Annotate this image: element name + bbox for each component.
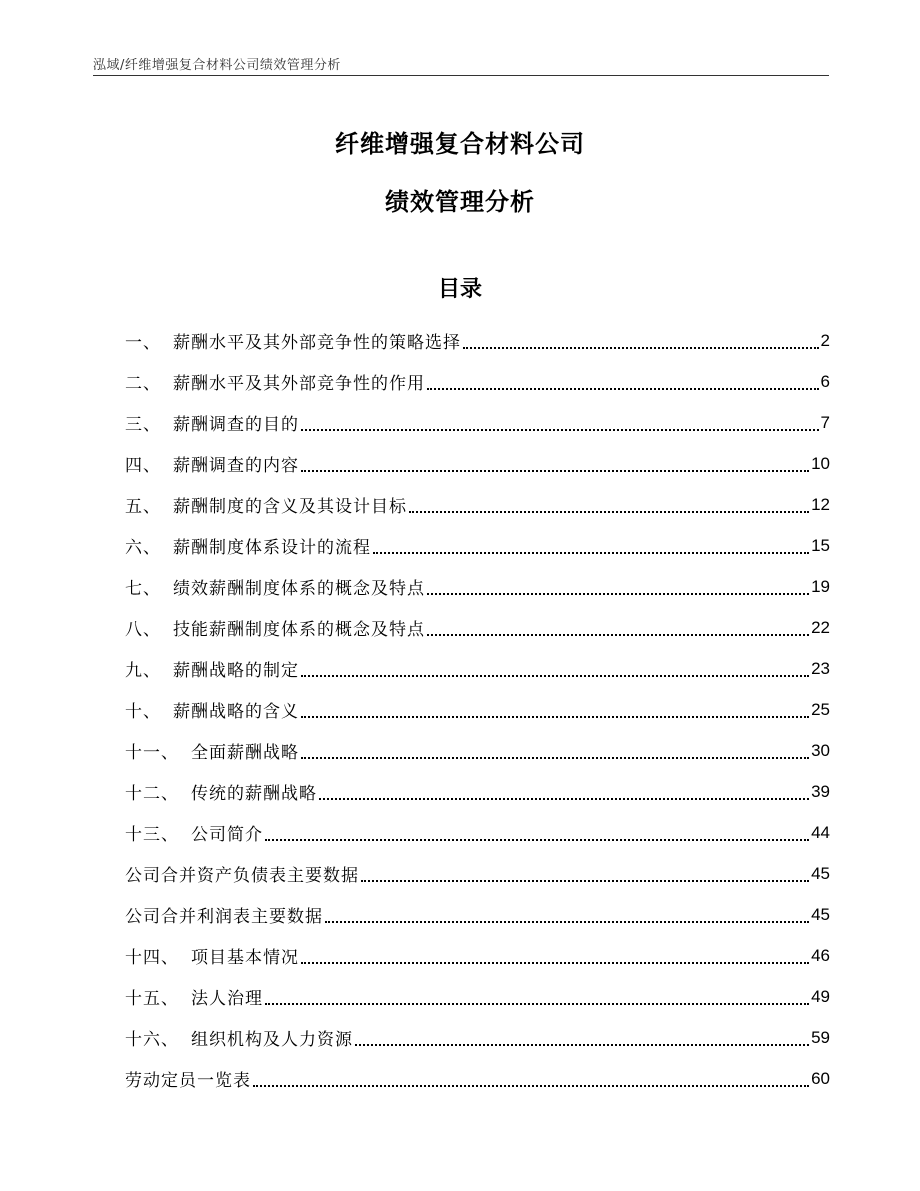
toc-leader-dots [301, 756, 809, 759]
toc-leader-dots [355, 1043, 809, 1046]
toc-leader-dots [319, 797, 809, 800]
toc-entry[interactable] [125, 812, 830, 853]
toc-entry-title: 法人治理 [191, 989, 263, 1009]
toc-entry-number: 四、 [125, 456, 161, 476]
toc-entry[interactable] [125, 402, 830, 443]
toc-entry-page: 10 [811, 453, 830, 473]
toc-entry[interactable] [125, 771, 830, 812]
toc-entry[interactable] [125, 935, 830, 976]
toc-entry[interactable] [125, 566, 830, 607]
toc-leader-dots [427, 633, 809, 636]
toc-entry-number: 八、 [125, 620, 161, 640]
toc-entry-number: 二、 [125, 374, 161, 394]
document-title-line-1: 纤维增强复合材料公司 [335, 130, 585, 158]
toc-entry-title: 全面薪酬战略 [191, 743, 299, 763]
toc-entry-page: 59 [811, 1027, 830, 1047]
toc-entry-number: 五、 [125, 497, 161, 517]
toc-entry-page: 19 [811, 576, 830, 596]
table-of-contents [125, 320, 830, 1099]
toc-entry-page: 23 [811, 658, 830, 678]
toc-entry-title: 组织机构及人力资源 [191, 1030, 353, 1050]
toc-entry[interactable] [125, 1058, 830, 1099]
toc-entry[interactable] [125, 689, 830, 730]
toc-entry-number: 七、 [125, 579, 161, 599]
toc-entry-number: 十六、 [125, 1030, 179, 1050]
toc-entry-title: 薪酬战略的制定 [173, 661, 299, 681]
toc-entry-number: 三、 [125, 415, 161, 435]
toc-entry-title: 薪酬战略的含义 [173, 702, 299, 722]
toc-entry-number: 十一、 [125, 743, 179, 763]
toc-entry-title: 技能薪酬制度体系的概念及特点 [173, 620, 425, 640]
toc-entry-title: 薪酬制度的含义及其设计目标 [173, 497, 407, 517]
toc-leader-dots [301, 961, 809, 964]
toc-entry[interactable] [125, 320, 830, 361]
toc-entry-page: 44 [811, 822, 830, 842]
running-header: 泓域/纤维增强复合材料公司绩效管理分析 [93, 58, 341, 73]
toc-entry-number: 十四、 [125, 948, 179, 968]
toc-entry[interactable] [125, 525, 830, 566]
toc-entry-page: 60 [811, 1068, 830, 1088]
toc-heading: 目录 [437, 277, 482, 302]
toc-entry-page: 49 [811, 986, 830, 1006]
toc-entry-page: 45 [811, 863, 830, 883]
toc-entry-title: 薪酬制度体系设计的流程 [173, 538, 371, 558]
toc-leader-dots [301, 428, 819, 431]
toc-entry-page: 22 [811, 617, 830, 637]
toc-entry-page: 15 [811, 535, 830, 555]
toc-entry[interactable] [125, 976, 830, 1017]
toc-entry-title: 薪酬水平及其外部竞争性的作用 [173, 374, 425, 394]
toc-entry-title: 薪酬调查的内容 [173, 456, 299, 476]
toc-entry-page: 39 [811, 781, 830, 801]
toc-leader-dots [301, 715, 809, 718]
toc-entry-number: 一、 [125, 333, 161, 353]
toc-entry-page: 7 [820, 412, 830, 432]
toc-leader-dots [265, 1002, 809, 1005]
toc-entry[interactable] [125, 443, 830, 484]
toc-entry-title: 项目基本情况 [191, 948, 299, 968]
toc-leader-dots [361, 879, 809, 882]
toc-entry-number: 十、 [125, 702, 161, 722]
toc-leader-dots [325, 920, 809, 923]
toc-entry-title: 公司合并利润表主要数据 [125, 907, 323, 927]
toc-entry[interactable] [125, 730, 830, 771]
toc-entry[interactable] [125, 853, 830, 894]
toc-leader-dots [463, 346, 819, 349]
toc-entry-title: 薪酬水平及其外部竞争性的策略选择 [173, 333, 461, 353]
toc-entry-number: 六、 [125, 538, 161, 558]
toc-entry-page: 2 [820, 330, 830, 350]
toc-entry-title: 传统的薪酬战略 [191, 784, 317, 804]
toc-entry-page: 46 [811, 945, 830, 965]
toc-leader-dots [301, 674, 809, 677]
toc-entry-page: 6 [820, 371, 830, 391]
header-rule [93, 75, 829, 76]
toc-entry[interactable] [125, 484, 830, 525]
toc-entry-page: 25 [811, 699, 830, 719]
toc-entry[interactable] [125, 1017, 830, 1058]
toc-entry-number: 九、 [125, 661, 161, 681]
toc-entry-page: 45 [811, 904, 830, 924]
toc-entry[interactable] [125, 361, 830, 402]
toc-entry[interactable] [125, 648, 830, 689]
toc-entry-number: 十二、 [125, 784, 179, 804]
toc-leader-dots [409, 510, 809, 513]
toc-leader-dots [427, 387, 819, 390]
toc-entry-title: 公司合并资产负债表主要数据 [125, 866, 359, 886]
toc-leader-dots [253, 1084, 809, 1087]
toc-entry-title: 薪酬调查的目的 [173, 415, 299, 435]
toc-leader-dots [373, 551, 809, 554]
toc-entry-number: 十五、 [125, 989, 179, 1009]
toc-leader-dots [301, 469, 809, 472]
toc-entry[interactable] [125, 894, 830, 935]
toc-entry-title: 公司简介 [191, 825, 263, 845]
toc-entry-title: 劳动定员一览表 [125, 1071, 251, 1091]
document-title-line-2: 绩效管理分析 [385, 188, 535, 216]
toc-leader-dots [427, 592, 809, 595]
toc-entry[interactable] [125, 607, 830, 648]
toc-entry-page: 30 [811, 740, 830, 760]
toc-entry-page: 12 [811, 494, 830, 514]
toc-entry-number: 十三、 [125, 825, 179, 845]
toc-leader-dots [265, 838, 809, 841]
toc-entry-title: 绩效薪酬制度体系的概念及特点 [173, 579, 425, 599]
